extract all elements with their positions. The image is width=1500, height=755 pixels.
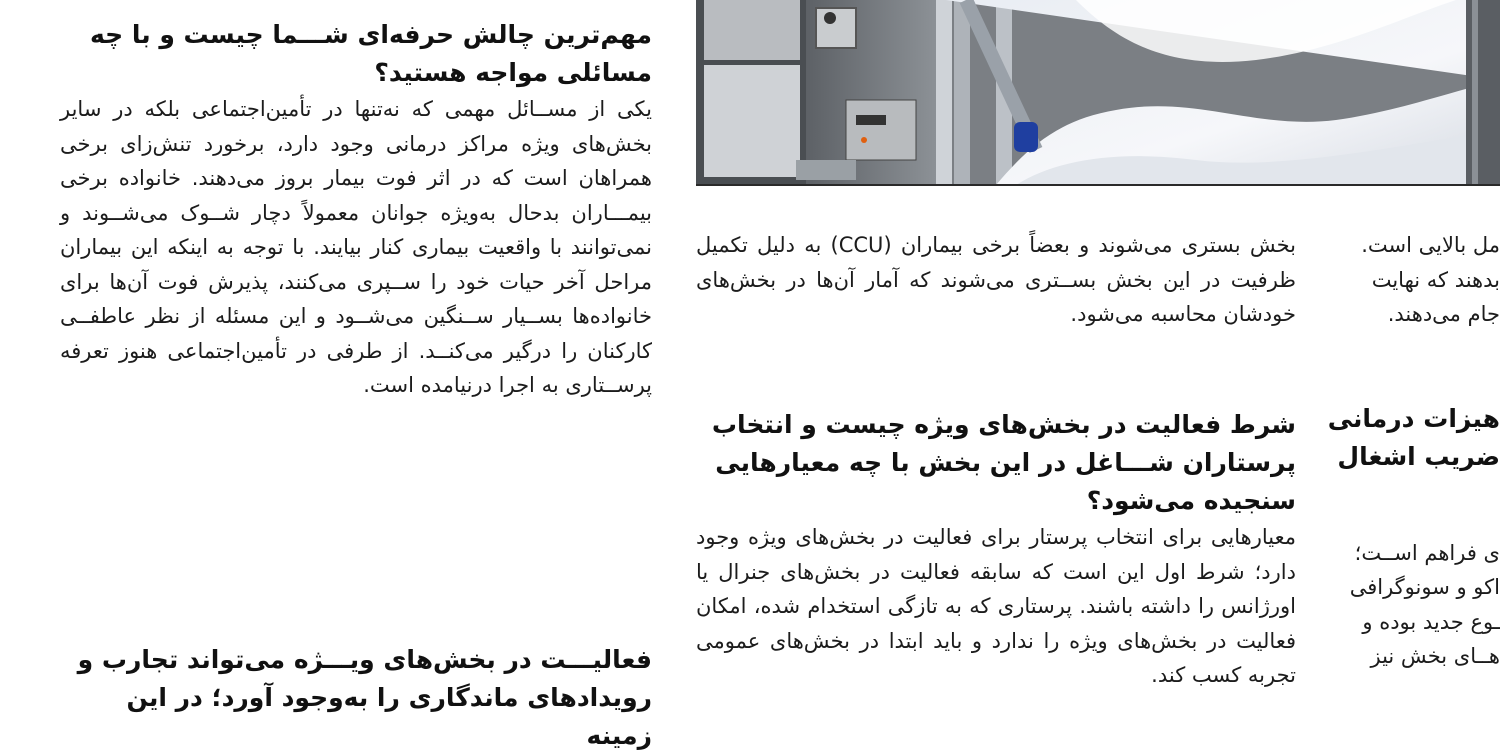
middle-column [696,228,1296,332]
left-line-4: ی فراهم اســت؛ [1354,540,1500,565]
q3-heading: شرط فعالیت در بخش‌های ویژه چیست و انتخاب پرستاران شـــاغل در این بخش با چه معیارهایی سنجیده می‌شود؟ [711,410,1296,515]
left-line-3: جام می‌دهند. [1387,302,1500,326]
q1-heading: مهم‌ترین چالش حرفه‌ای شـــما چیست و با چه مسائلی مواجه هستید؟ [89,20,652,87]
left-column [1318,228,1500,725]
left-heading-line-1: هیزات درمانی [1327,403,1500,433]
q1-answer: یکی از مســائل مهمی که نه‌تنها در تأمین‌اجتماعی بلکه در سایر بخش‌های ویژه مراکز درمانی وجود دارد، برخورد تنش‌زای برخی همراهان است که در اثر فوت بیمار بروز می‌دهند. خانواده برخی بیمـــاران بدحال به‌ویژه جوانان معمولاً دچار شــوک می‌شــوند و نمی‌توانند با واقعیت بیماری کنار بیایند. با توجه به اینکه این بیماران مراحل آخر حیات خود را ســپری می‌کنند، پذیرش فوت آن‌ها برای خانواده‌ها بســیار ســنگین می‌شــود و این مسئله از نظر عاطفــی کارکنان را درگیر می‌کنــد. از طرفی در تأمین‌اجتماعی هنوز تعرفه پرســتاری به اجرا درنیامده است. [60,97,652,397]
hospital-bed-illustration [696,0,1500,185]
left-heading-line-2: ضریب اشغال [1337,441,1500,471]
right-column-q2 [60,641,652,755]
left-line-1: مل بالایی است. [1361,233,1500,257]
right-column [60,16,652,403]
left-line-7: هــای بخش نیز [1370,644,1500,668]
middle-column-q3 [696,406,1296,725]
q2-heading: فعالیـــت در بخش‌های ویـــژه می‌تواند تجارب و رویدادهای ماندگاری را به‌وجود آورد؛ در این زمینه [77,645,652,750]
left-line-5: اکو و سونوگرافی [1349,575,1500,599]
middle-continued-text: بخش بستری می‌شوند و بعضاً برخی بیماران (CCU) به دلیل تکمیل ظرفیت در این بخش بســتری می‌شوند که آمار آن‌ها در بخش‌های خودشان محاسبه می‌شود. [696,233,1297,326]
photo-border [696,184,1500,186]
hospital-bed-photo [696,0,1500,185]
q3-answer: معیارهایی برای انتخاب پرستار برای فعالیت در بخش‌های ویژه وجود دارد؛ شرط اول این است که سابقه فعالیت در بخش‌های جنرال یا اورژانس را داشته باشند. پرستاری که به تازگی استخدام شده، امکان فعالیت در بخش‌های ویژه را ندارد و باید ابتدا در بخش‌های عمومی تجربه کسب کند. [696,525,1296,687]
left-line-2: بدهند که نهایت [1371,267,1500,292]
left-line-6: ـوع جدید بوده و [1362,609,1500,634]
